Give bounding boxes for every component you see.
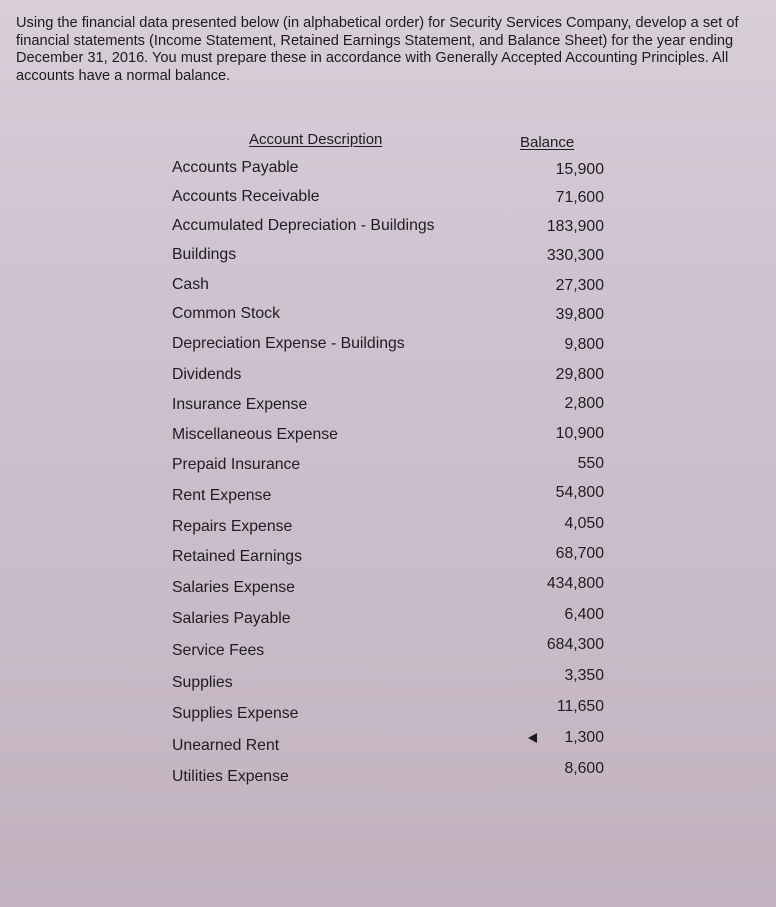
account-name: Accounts Payable xyxy=(172,159,299,176)
instructions-paragraph: Using the financial data presented below (in alphabetical order) for Security Services Company, develop a set of financial statements (Income Statement, Retained Earnings Statement, and Balance Sheet) for the year ending December 31, 2016. You must prepare these in accordance with Generally Accepted Accounting Principles. All accounts have a normal balance. xyxy=(16,15,739,84)
account-name: Supplies Expense xyxy=(172,705,299,722)
column-header-balance: Balance xyxy=(520,134,575,151)
account-balance: 330,300 xyxy=(546,247,604,264)
column-header-account-description: Account Description xyxy=(249,131,383,148)
account-balance: 1,300 xyxy=(564,729,604,746)
account-name: Unearned Rent xyxy=(172,737,280,754)
account-name: Accounts Receivable xyxy=(172,188,320,205)
account-name: Cash xyxy=(172,276,209,293)
account-balance: 71,600 xyxy=(555,189,604,206)
account-name: Utilities Expense xyxy=(172,768,289,785)
account-balance: 29,800 xyxy=(555,366,604,383)
account-name: Buildings xyxy=(172,246,237,263)
account-balance: 15,900 xyxy=(555,161,604,178)
account-name: Insurance Expense xyxy=(172,396,308,413)
account-name: Prepaid Insurance xyxy=(172,456,301,473)
account-name: Retained Earnings xyxy=(172,548,302,565)
account-name: Common Stock xyxy=(172,305,280,322)
account-balance: 434,800 xyxy=(546,575,604,592)
account-balance: 10,900 xyxy=(555,425,604,442)
account-name: Supplies xyxy=(172,674,233,691)
account-balance: 550 xyxy=(577,455,604,472)
account-balance: 27,300 xyxy=(555,277,604,294)
account-name: Repairs Expense xyxy=(172,518,293,535)
account-balance: 8,600 xyxy=(564,760,604,777)
account-balance: 183,900 xyxy=(546,218,604,235)
account-balance: 4,050 xyxy=(564,515,604,532)
account-balance: 39,800 xyxy=(555,306,604,323)
account-balance: 2,800 xyxy=(564,395,604,412)
account-name: Service Fees xyxy=(172,642,265,659)
account-balance: 54,800 xyxy=(555,484,604,501)
pointer-arrow-icon xyxy=(528,733,537,743)
account-balance: 11,650 xyxy=(556,698,604,715)
account-name: Rent Expense xyxy=(172,487,272,504)
account-name: Salaries Payable xyxy=(172,610,291,627)
account-name: Depreciation Expense - Buildings xyxy=(172,335,405,352)
account-balance: 3,350 xyxy=(564,667,604,684)
account-balance: 6,400 xyxy=(564,606,604,623)
account-balance: 9,800 xyxy=(564,336,604,353)
account-name: Accumulated Depreciation - Buildings xyxy=(172,217,435,234)
account-balance: 68,700 xyxy=(555,545,604,562)
account-name: Miscellaneous Expense xyxy=(172,426,338,443)
account-name: Dividends xyxy=(172,366,242,383)
account-name: Salaries Expense xyxy=(172,579,295,596)
account-balance: 684,300 xyxy=(546,636,604,653)
